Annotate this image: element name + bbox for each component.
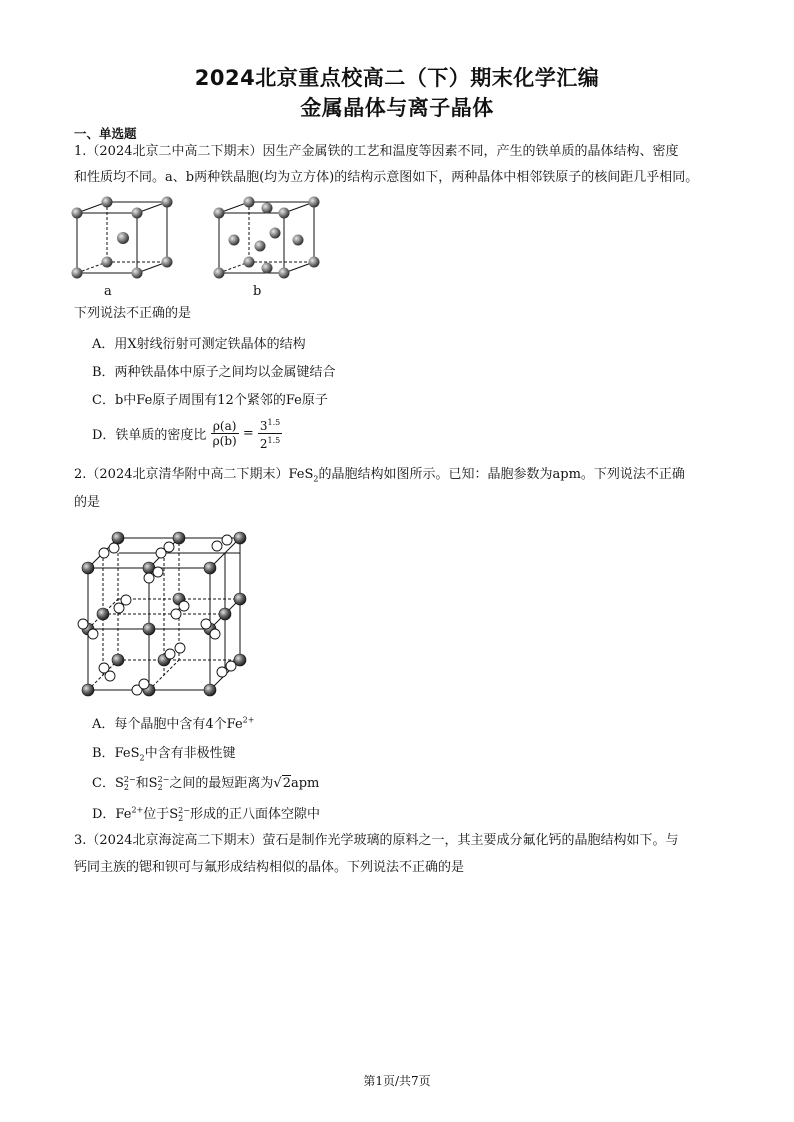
q2-option-c-text: 之间的最短距离为	[169, 776, 274, 791]
q2-option-b-prefix: B．	[92, 746, 115, 761]
q2-option-d-ion-sub: 2	[178, 813, 184, 823]
q2-option-c-prefix: C．	[92, 776, 115, 791]
frac-left-num: ρ(a)	[211, 419, 239, 434]
q2-option-c-unit: apm	[290, 776, 320, 791]
q2-option-d-charge: 2+	[131, 805, 144, 815]
density-fraction-right	[258, 416, 282, 451]
page-footer: 第1页/共7页	[363, 1074, 431, 1088]
q2-option-d	[92, 803, 320, 823]
q2-option-b	[92, 742, 236, 763]
q2-option-c-ion2-charge: 2−	[157, 774, 170, 784]
q2-formula: FeS$_2$	[288, 467, 319, 484]
q1-prompt: 下列说法不正确的是	[74, 306, 192, 321]
frac-right-num-exp: 1.5	[267, 418, 281, 427]
q2-option-b-subscript: 2	[139, 753, 145, 763]
q1-stem-line2: 和性质均不同。a、b两种铁晶胞(均为立方体)的结构示意图如下，两种晶体中相邻铁原子的核间距几乎相同。	[74, 170, 699, 185]
density-fraction-left	[211, 419, 239, 448]
q2-option-b-formula: FeS	[114, 746, 140, 761]
q2-stem-text: 的晶胞结构如图所示。已知：晶胞参数为apm。下列说法不正确	[318, 467, 685, 482]
frac-right-den-exp: 1.5	[267, 436, 281, 445]
page-subtitle: 金属晶体与离子晶体	[300, 96, 494, 120]
q2-option-d-ion-charge: 2−	[178, 805, 190, 815]
q1-figure-b	[210, 194, 325, 284]
frac-left-den: ρ(b)	[212, 434, 237, 448]
q1-figure-b-label: b	[253, 284, 262, 299]
q2-option-d-mid: 位于	[143, 807, 170, 822]
q2-stem-line2: 的是	[74, 495, 101, 510]
q2-option-c-ion1-sub: 2	[123, 782, 129, 792]
frac-right-den: 2	[259, 437, 268, 451]
q2-option-a	[92, 713, 254, 732]
sqrt-symbol: √	[273, 776, 282, 791]
q3-stem-line1: 3.（2024北京海淀高二下期末）萤石是制作光学玻璃的原料之一，其主要成分氟化钙的晶胞结构如下。与	[74, 833, 679, 848]
q1-option-b: B．两种铁晶体中原子之间均以金属键结合	[92, 365, 336, 380]
q2-option-a-charge: 2+	[242, 715, 255, 725]
q2-option-d-text: 形成的正八面体空隙中	[189, 807, 320, 822]
q2-stem-source: 2.（2024北京清华附中高二下期末）	[74, 467, 289, 482]
q3-stem-line2: 钙同主族的锶和钡可与氟形成结构相似的晶体。下列说法不正确的是	[74, 860, 465, 875]
q2-option-d-prefix: D．Fe	[92, 807, 132, 822]
page-title: 2024北京重点校高二（下）期末化学汇编	[194, 66, 600, 90]
q1-option-d-prefix: D．铁单质的密度比	[92, 428, 207, 443]
q1-option-d	[92, 416, 282, 451]
q1-stem-line1: 1.（2024北京二中高二下期末）因生产金属铁的工艺和温度等因素不同，产生的铁单质的晶体结构、密度	[74, 144, 679, 159]
q2-stem-line1	[74, 466, 685, 489]
q2-fes2-cell-figure	[72, 526, 252, 706]
q2-option-d-ion: S	[169, 807, 179, 822]
q2-option-c-ion1-charge: 2−	[123, 774, 136, 784]
q2-option-c	[92, 772, 319, 792]
sqrt-argument: 2	[282, 776, 291, 791]
q1-option-a: A．用X射线衍射可测定铁晶体的结构	[92, 337, 306, 352]
q2-option-a-text: A．每个晶胞中含有4个Fe	[92, 717, 243, 732]
q1-option-c: C．b中Fe原子周围有12个紧邻的Fe原子	[92, 393, 328, 408]
section-heading: 一、单选题	[74, 126, 137, 141]
q2-option-b-text: 中含有非极性键	[144, 746, 236, 761]
q2-option-c-ion2: S	[148, 776, 158, 791]
q1-figure-a-label: a	[104, 284, 112, 299]
q2-option-c-ion1: S	[114, 776, 124, 791]
frac-right-num: 3	[259, 419, 268, 433]
equals-sign: =	[242, 426, 254, 441]
q2-option-c-and: 和	[135, 776, 149, 791]
q1-figure-a	[68, 194, 178, 284]
q2-option-c-ion2-sub: 2	[157, 782, 163, 792]
